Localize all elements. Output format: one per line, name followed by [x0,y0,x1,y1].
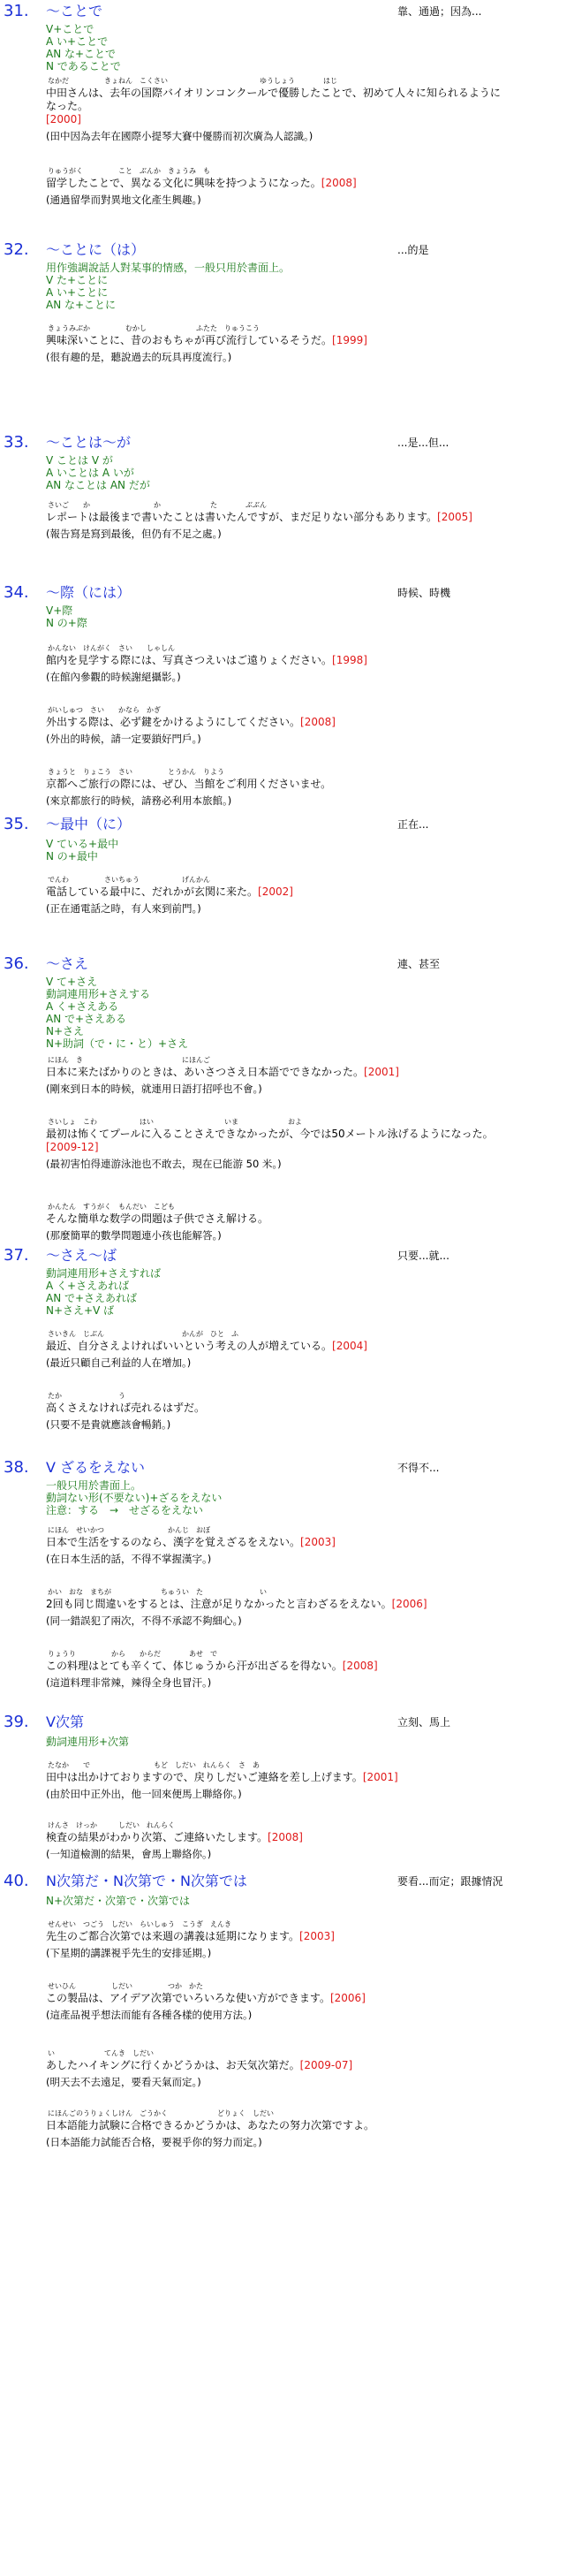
translation: (一知道檢測的結果，會馬上聯絡你。) [46,1848,212,1860]
example [46,1650,567,1689]
entry-title: ～さえ [46,955,89,972]
example [46,1588,567,1627]
example-sentence: にほんごのうりょくしけん ごうかく どりょく しだい 日本語能力試験に合格できるかどうかは、あなたの努力次第ですよ。 [46,2109,375,2131]
example-sentence: さいご か か た ぶぶん レポートは最後まで書いたことは書いたんですが、まだ足りない部分もあります。[2005] [46,501,472,523]
translation: (這道料理非常辣，辣得全身也冒汗。) [46,1676,212,1689]
furigana: せんせい つごう しだい らいしゅう こうぎ えんき [48,1920,231,1928]
example [46,1118,567,1170]
example [46,1920,567,1959]
year-tag: [1999] [332,334,367,346]
year-tag: [2003] [299,1930,335,1942]
pattern-line: AN な+ことで [46,48,117,60]
entry-title: N次第だ・N次第で・N次第では [46,1873,247,1889]
example [46,1203,567,1242]
year-tag: [2000] [46,113,81,125]
translation: (田中因為去年在國際小提琴大賽中優勝而初次廣為人認識。) [46,130,313,142]
example [46,1392,567,1431]
pattern-line: AN なことは AN だが [46,479,150,491]
example [46,2109,567,2148]
translation: (最近只顧自己利益的人在增加。) [46,1356,192,1369]
example-sentence: かんたん すうがく もんだい こども そんな簡単な数学の問題は子供でさえ解ける。 [46,1203,269,1225]
translation: (很有趣的是，聽說過去的玩具再度流行。) [46,351,232,363]
translation: (剛來到日本的時候，就連用日語打招呼也不會。) [46,1083,262,1095]
year-tag: [2006] [391,1598,427,1610]
entry-number: 32. [4,240,29,259]
translation: (在日本生活的話，不得不掌握漢字。) [46,1553,212,1565]
entry-title: ～際（には） [46,584,132,601]
year-tag: [2008] [321,177,357,189]
pattern-line: AN な+ことに [46,299,117,311]
example [46,1821,567,1860]
pattern-line: 動詞ない形(不要ない)+ざるをえない [46,1492,223,1504]
year-tag: [2008] [300,716,336,728]
furigana: にほん き にほんご [48,1056,210,1064]
pattern-line: A く+さえあれば [46,1280,130,1292]
entry-number: 36. [4,954,29,973]
example-sentence: にほん き にほんご 日本に来たばかりのときは、あいさつさえ日本語でできなかった。[2001] [46,1056,399,1078]
year-tag: [2001] [362,1771,398,1783]
example-sentence: たか う 高くさえなければ売れるはずだ。 [46,1392,206,1414]
pattern-line: AN で+さえあれば [46,1292,138,1304]
year-tag: [2003] [300,1536,336,1548]
example [46,1330,567,1369]
year-tag: [2002] [258,885,293,898]
example-sentence: きょうと りょこう さい とうかん りよう 京都へご旅行の際には、ぜひ、当館をご利用くださいませ。 [46,768,332,790]
pattern-line: 動詞連用形+次第 [46,1736,130,1748]
entry-meaning: 連、甚至 [397,958,441,970]
entry-title: V次第 [46,1714,84,1730]
translation: (只要不是貴就應該會暢銷。) [46,1418,171,1431]
furigana: さいきん じぶん かんが ひと ふ [48,1330,238,1338]
pattern-line: A いことは A いが [46,467,134,479]
furigana: たか う [48,1392,125,1400]
furigana: かんたん すうがく もんだい こども [48,1203,175,1211]
example-sentence: たなか で もど しだい れんらく さ あ 田中は出かけておりますので、戻りしだいご連絡を差し上げます。[2001] [46,1761,398,1783]
entry-meaning: 要看...而定；跟據情況 [397,1875,503,1888]
example-sentence: い てんき しだい あしたハイキングに行くかどうかは、お天気次第だ。[2009-07] [46,2049,353,2071]
example-sentence: きょうみぶか むかし ふたた りゅうこう 興味深いことに、昔のおもちゃが再び流行しているそうだ。[1999] [46,324,367,346]
furigana: けんさ けっか しだい れんらく [48,1821,175,1829]
example-sentence: にほん せいかつ かんじ おぼ 日本で生活をするのなら、漢字を覚えざるをえない。[2003] [46,1526,336,1548]
pattern-line: V ことは V が [46,454,113,467]
furigana: せいひん しだい つか かた [48,1982,203,1990]
pattern-line: AN で+さえある [46,1013,127,1025]
entry-meaning: ...是...但... [397,437,449,449]
entry-number: 40. [4,1872,29,1890]
furigana: りゅうがく こと ぶんか きょうみ も [48,167,210,175]
entry-title: ～ことに（は） [46,241,146,258]
translation: (由於田中正外出，他一回來便馬上聯絡你。) [46,1788,242,1800]
entry-title: ～ことで [46,3,103,19]
translation: (那麼簡單的數學問題連小孩也能解答。) [46,1229,222,1242]
furigana: にほん せいかつ かんじ おぼ [48,1526,210,1534]
entry-title: ～さえ～ば [46,1247,117,1264]
translation: (來京都旅行的時候，請務必利用本旅館。) [46,794,232,807]
example [46,167,567,206]
example-sentence: がいしゅつ さい かなら かぎ 外出する際は、必ず鍵をかけるようにしてください。[2008] [46,706,336,728]
entry-title: ～ことは～が [46,434,132,451]
example [46,324,567,363]
translation: (通過留學而對異地文化產生興趣。) [46,194,201,206]
pattern-line: A く+さえある [46,1000,119,1013]
furigana: にほんごのうりょくしけん ごうかく どりょく しだい [48,2109,274,2117]
example [46,768,567,807]
example-sentence: りゅうがく こと ぶんか きょうみ も 留学したことで、異なる文化に興味を持つようになった。[2008] [46,167,357,189]
example-sentence: なかだ きょねん こくさい ゆうしょう はじ 中田さんは、去年の国際バイオリンコンクールで優勝したことで、初めて人々に知られるようになった。 [2000] [46,77,501,125]
pattern-line: N+次第だ・次第で・次第では [46,1895,191,1907]
furigana: きょうみぶか むかし ふたた りゅうこう [48,324,260,332]
pattern-line: V た+ことに [46,274,109,286]
pattern-line: 動詞連用形+さえすれば [46,1267,162,1280]
furigana: なかだ きょねん こくさい ゆうしょう はじ [48,77,337,85]
translation: (外出的時候，請一定要鎖好門戶。) [46,733,201,745]
example-sentence: せんせい つごう しだい らいしゅう こうぎ えんき 先生のご都合次第では来週の講義は延期になります。[2003] [46,1920,335,1942]
furigana: さいご か か た ぶぶん [48,501,267,509]
example-sentence: さいしょ こわ はい いま およ 最初は怖くてプールに入ることさえできなかったが、今では50メートル泳げるようになった。 [2009-12] [46,1118,494,1153]
furigana: がいしゅつ さい かなら かぎ [48,706,161,714]
example [46,644,567,683]
entry-number: 31. [4,2,29,20]
pattern-line: V て+さえ [46,976,98,988]
example [46,1526,567,1565]
translation: (日本語能力試能否合格，要視乎你的努力而定。) [46,2136,262,2148]
example [46,1761,567,1800]
translation: (最初害怕得連游泳池也不敢去，現在已能游 50 米。) [46,1158,282,1170]
entry-number: 35. [4,815,29,833]
pattern-line: N+さえ+V ば [46,1304,115,1317]
entry-meaning: 正在... [397,818,429,831]
pattern-line: N の+最中 [46,850,98,862]
example-sentence: けんさ けっか しだい れんらく 検査の結果がわかり次第、ご連絡いたします。[2008] [46,1821,303,1843]
pattern-line: 用作強調說話人對某事的情感，一般只用於書面上。 [46,262,291,274]
example-sentence: りょうり から からだ あせ で この料理はとても辛くて、体じゅうから汗が出ざるを得ない。[2008] [46,1650,378,1672]
entry-number: 37. [4,1246,29,1265]
furigana: かい おな まちが ちゅうい た い [48,1588,267,1596]
example [46,2049,567,2088]
example-sentence: かい おな まちが ちゅうい た い 2回も同じ間違いをするとは、注意が足りなかったと言わざるをえない。[2006] [46,1588,427,1610]
entry-title: ～最中（に） [46,816,132,832]
translation: (這產品視乎想法而能有各種各樣的使用方法。) [46,2009,253,2021]
entry-number: 39. [4,1713,29,1731]
translation: (報告寫是寫到最後，但仍有不足之處。) [46,528,222,540]
translation: (在館內參觀的時候謝絕攝影。) [46,671,181,683]
pattern-line: A い+ことに [46,286,109,299]
pattern-line: 注意：する → せざるをえない [46,1504,204,1516]
pattern-line: N+さえ [46,1025,85,1037]
pattern-line: V+ことで [46,23,94,35]
year-tag: [2001] [364,1066,399,1078]
pattern-line: V ている+最中 [46,838,119,850]
entry-meaning: 不得不... [397,1462,440,1474]
pattern-line: N の+際 [46,617,87,629]
pattern-line: N であることで [46,60,121,72]
translation: (明天去不去遠足，要看天氣而定。) [46,2076,201,2088]
example [46,77,567,142]
furigana: きょうと りょこう さい とうかん りよう [48,768,224,776]
entry-title: V ざるをえない [46,1459,146,1476]
entry-number: 38. [4,1458,29,1477]
entry-meaning: 時候、時機 [397,587,451,599]
year-tag: [2004] [332,1340,367,1352]
furigana: い てんき しだい [48,2049,154,2057]
furigana: でんわ さいちゅう げんかん [48,876,210,884]
pattern-line: 動詞連用形+さえする [46,988,151,1000]
pattern-line: 一般只用於書面上。 [46,1479,142,1492]
translation: (下星期的講課視乎先生的安排延期。) [46,1947,212,1959]
entry-meaning: 只要...就... [397,1250,449,1262]
pattern-line: V+際 [46,604,73,617]
example [46,1982,567,2021]
entry-number: 34. [4,583,29,602]
pattern-line: N+助詞（で・に・と）+さえ [46,1037,189,1050]
example [46,876,567,915]
year-tag: [2006] [329,1992,366,2004]
furigana: かんない けんがく さい しゃしん [48,644,175,652]
example-sentence: せいひん しだい つか かた この製品は、アイデア次第でいろいろな使い方ができます。[2006] [46,1982,366,2004]
entry-meaning: 立刻、馬上 [397,1716,451,1729]
year-tag: [2005] [437,511,472,523]
entry-meaning: 靠、通過；因為... [397,5,482,18]
year-tag: [2009-12] [46,1141,99,1153]
example [46,706,567,745]
translation: (正在通電話之時，有人來到前門。) [46,902,201,915]
translation: (同一錯誤犯了兩次，不得不承認不夠細心。) [46,1615,242,1627]
entry-meaning: ...的是 [397,244,429,256]
furigana: さいしょ こわ はい いま およ [48,1118,302,1126]
year-tag: [1998] [332,654,367,666]
example-sentence: さいきん じぶん かんが ひと ふ 最近、自分さえよければいいという考えの人が増えている。[2004] [46,1330,367,1352]
pattern-line: A い+ことで [46,35,109,48]
example-sentence: かんない けんがく さい しゃしん 館内を見学する際には、写真さつえいはご遠りょください。[1998] [46,644,367,666]
example-sentence: でんわ さいちゅう げんかん 電話している最中に、だれかが玄関に来た。[2002] [46,876,293,898]
entry-number: 33. [4,433,29,452]
year-tag: [2008] [342,1660,378,1672]
furigana: たなか で もど しだい れんらく さ あ [48,1761,260,1769]
year-tag: [2009-07] [299,2059,353,2071]
year-tag: [2008] [268,1831,303,1843]
example [46,501,567,540]
example [46,1056,567,1095]
furigana: りょうり から からだ あせ で [48,1650,217,1658]
